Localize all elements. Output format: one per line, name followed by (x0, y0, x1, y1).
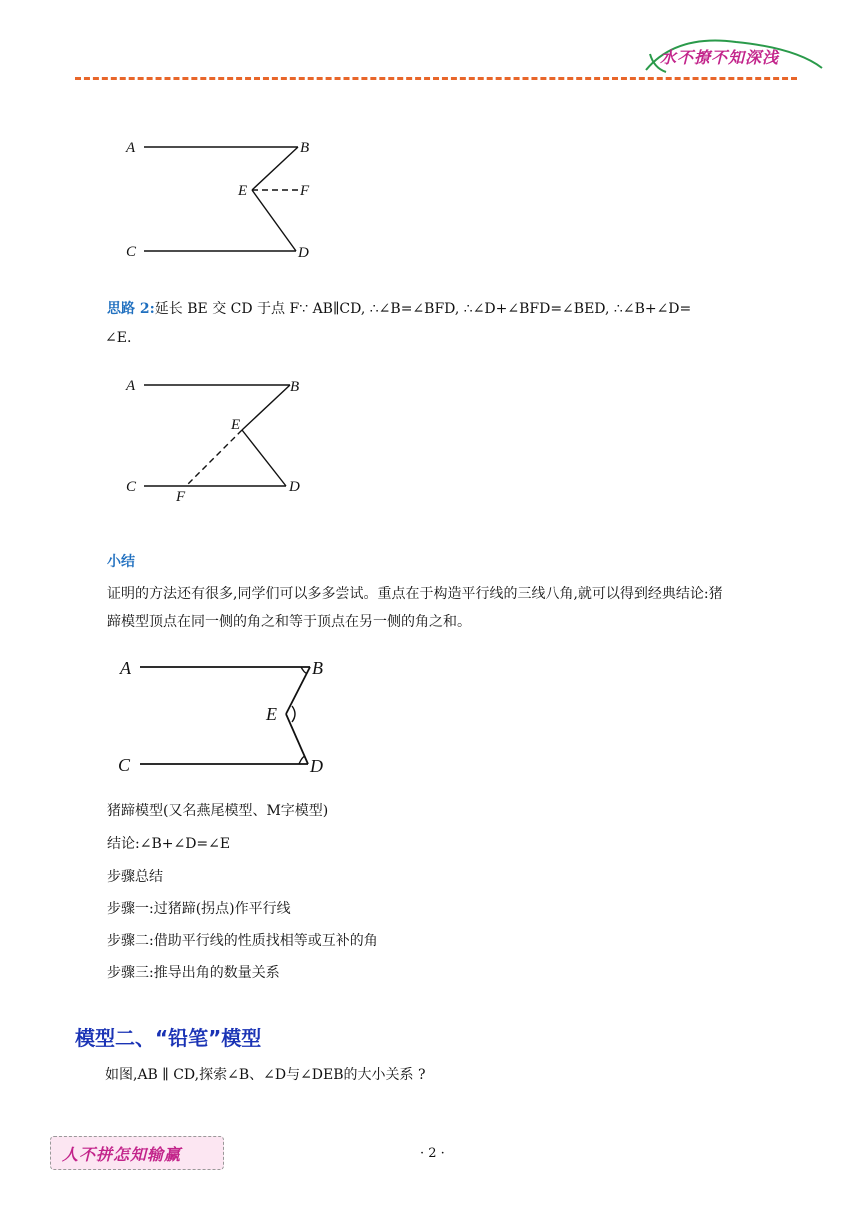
fig1-label-d: D (298, 245, 309, 261)
header-motto: 水不撩不知深浅 (660, 48, 780, 67)
figure-2 (120, 372, 320, 507)
footer-motto: 人不拼怎知输赢 (62, 1145, 182, 1164)
fig1-label-e: E (238, 183, 248, 199)
fig2-label-b: B (290, 379, 300, 395)
summary-line-2: 蹄模型顶点在同一侧的角之和等于顶点在另一侧的角之和。 (107, 614, 471, 630)
header-divider (75, 77, 797, 80)
step-3: 步骤三:推导出角的数量关系 (107, 965, 280, 981)
figure-1 (120, 135, 330, 265)
step-1: 步骤一:过猪蹄(拐点)作平行线 (107, 901, 291, 917)
fig2-label-a: A (126, 378, 136, 394)
fig1-label-f: F (300, 183, 310, 199)
fig2-label-c: C (126, 479, 137, 495)
idea-2 (107, 295, 777, 353)
figure-3 (110, 652, 340, 782)
fig2-label-d: D (289, 479, 300, 495)
model-2-question: 如图,AB ∥ CD,探索∠B、∠D与∠DEB的大小关系 ? (105, 1067, 426, 1083)
fig1-label-c: C (126, 244, 137, 260)
fig3-label-a: A (120, 658, 131, 678)
fig2-label-f: F (176, 489, 186, 505)
fig1-label-b: B (300, 140, 310, 156)
idea-2-text-line1: 延长 BE 交 CD 于点 F∵ AB∥CD, ∴∠B=∠BFD, ∴∠D+∠BFD=∠BED, ∴∠B+∠D= (154, 301, 692, 317)
fig3-label-c: C (118, 755, 131, 775)
model-name: 猪蹄模型(又名燕尾模型、M字模型) (107, 803, 329, 819)
steps-title: 步骤总结 (107, 869, 163, 885)
fig1-label-a: A (126, 140, 136, 156)
fig3-label-b: B (312, 658, 323, 678)
summary-line-1: 证明的方法还有很多,同学们可以多多尝试。重点在于构造平行线的三线八角,就可以得到经典结论:猪 (107, 586, 723, 602)
summary-text (107, 580, 787, 636)
step-2: 步骤二:借助平行线的性质找相等或互补的角 (107, 933, 378, 949)
idea-2-label: 思路 2: (107, 301, 155, 317)
summary-title: 小结 (107, 554, 135, 570)
idea-2-text-line2: ∠E. (105, 330, 132, 346)
model-2-title: 模型二、“铅笔”模型 (75, 1026, 262, 1050)
fig3-label-e: E (266, 704, 277, 724)
conclusion: 结论:∠B+∠D=∠E (107, 836, 231, 852)
fig2-label-e: E (231, 417, 241, 433)
fig3-label-d: D (310, 756, 323, 776)
page-number: · 2 · (420, 1146, 445, 1161)
